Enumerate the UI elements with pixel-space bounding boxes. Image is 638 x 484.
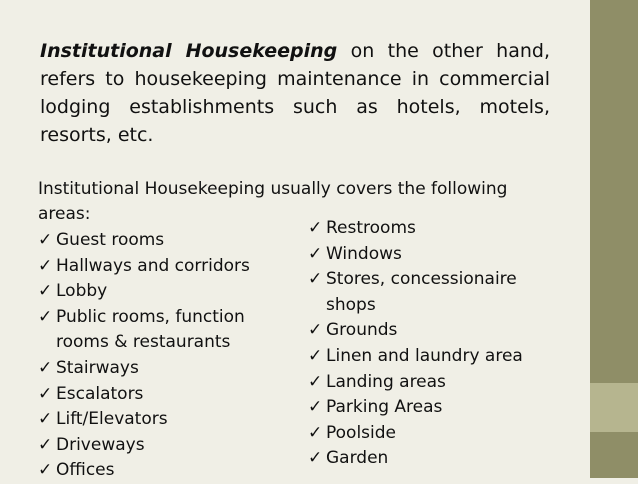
list-item xyxy=(308,370,548,396)
list-item-label: Public rooms, function rooms & restaurants xyxy=(56,306,245,353)
list-item-label: Offices xyxy=(56,460,115,481)
list-item xyxy=(308,318,548,344)
check-icon: ✓ xyxy=(38,230,53,250)
check-icon: ✓ xyxy=(38,409,53,430)
list-item xyxy=(38,458,268,484)
list-item-label: Hallways and corridors xyxy=(56,255,250,276)
list-item xyxy=(38,356,268,382)
list-item xyxy=(308,242,548,268)
check-icon: ✓ xyxy=(38,255,53,276)
check-icon: ✓ xyxy=(308,397,323,418)
list-item-label: Escalators xyxy=(56,383,144,404)
list-item xyxy=(308,446,548,472)
check-icon: ✓ xyxy=(308,320,323,341)
check-icon: ✓ xyxy=(38,357,53,378)
list-item xyxy=(308,216,548,242)
list-item xyxy=(38,254,268,280)
list-item xyxy=(38,433,268,459)
list-item-label: Stores, concessionaire shops xyxy=(326,269,517,315)
list-item xyxy=(308,395,548,421)
check-icon: ✓ xyxy=(308,269,323,290)
list-item-label: Poolside xyxy=(326,422,397,443)
list-item xyxy=(308,344,548,370)
list-item-label: Lift/Elevators xyxy=(56,409,168,430)
list-item-label: Garden xyxy=(326,448,389,469)
check-icon: ✓ xyxy=(308,422,323,443)
check-icon: ✓ xyxy=(308,218,323,238)
list-item xyxy=(38,382,268,408)
check-icon: ✓ xyxy=(308,345,323,366)
check-icon: ✓ xyxy=(38,281,53,302)
left-area-list xyxy=(38,228,268,484)
list-item-label: Landing areas xyxy=(326,371,446,392)
list-item xyxy=(308,421,548,447)
check-icon: ✓ xyxy=(38,383,53,404)
intro-lead-term: Institutional Housekeeping xyxy=(40,40,338,62)
check-icon: ✓ xyxy=(38,306,53,327)
list-item-label: Restrooms xyxy=(326,218,416,238)
right-area-list xyxy=(308,216,548,472)
list-item-label: Lobby xyxy=(56,281,108,302)
list-item-label: Parking Areas xyxy=(326,397,443,418)
coverage-lead-text: Institutional Housekeeping usually covers the following areas: xyxy=(38,179,508,224)
list-item-label: Windows xyxy=(326,243,402,264)
check-icon: ✓ xyxy=(308,371,323,392)
list-item xyxy=(308,267,548,318)
list-item xyxy=(38,407,268,433)
list-item xyxy=(38,279,268,305)
list-item xyxy=(38,305,268,356)
list-item-label: Grounds xyxy=(326,320,398,341)
intro-paragraph xyxy=(40,37,550,149)
list-item-label: Driveways xyxy=(56,434,145,455)
list-item-label: Stairways xyxy=(56,357,139,378)
check-icon: ✓ xyxy=(308,243,323,264)
side-decor-accent xyxy=(590,383,638,432)
list-item-label: Guest rooms xyxy=(56,230,165,250)
intro-rest: on the other hand, refers to housekeeping maintenance in commercial lodging establishments such as hotels, motels, resorts, etc. xyxy=(40,40,550,146)
list-item xyxy=(38,228,268,254)
check-icon: ✓ xyxy=(38,434,53,455)
check-icon: ✓ xyxy=(308,448,323,469)
list-item-label: Linen and laundry area xyxy=(326,345,523,366)
check-icon: ✓ xyxy=(38,460,53,481)
